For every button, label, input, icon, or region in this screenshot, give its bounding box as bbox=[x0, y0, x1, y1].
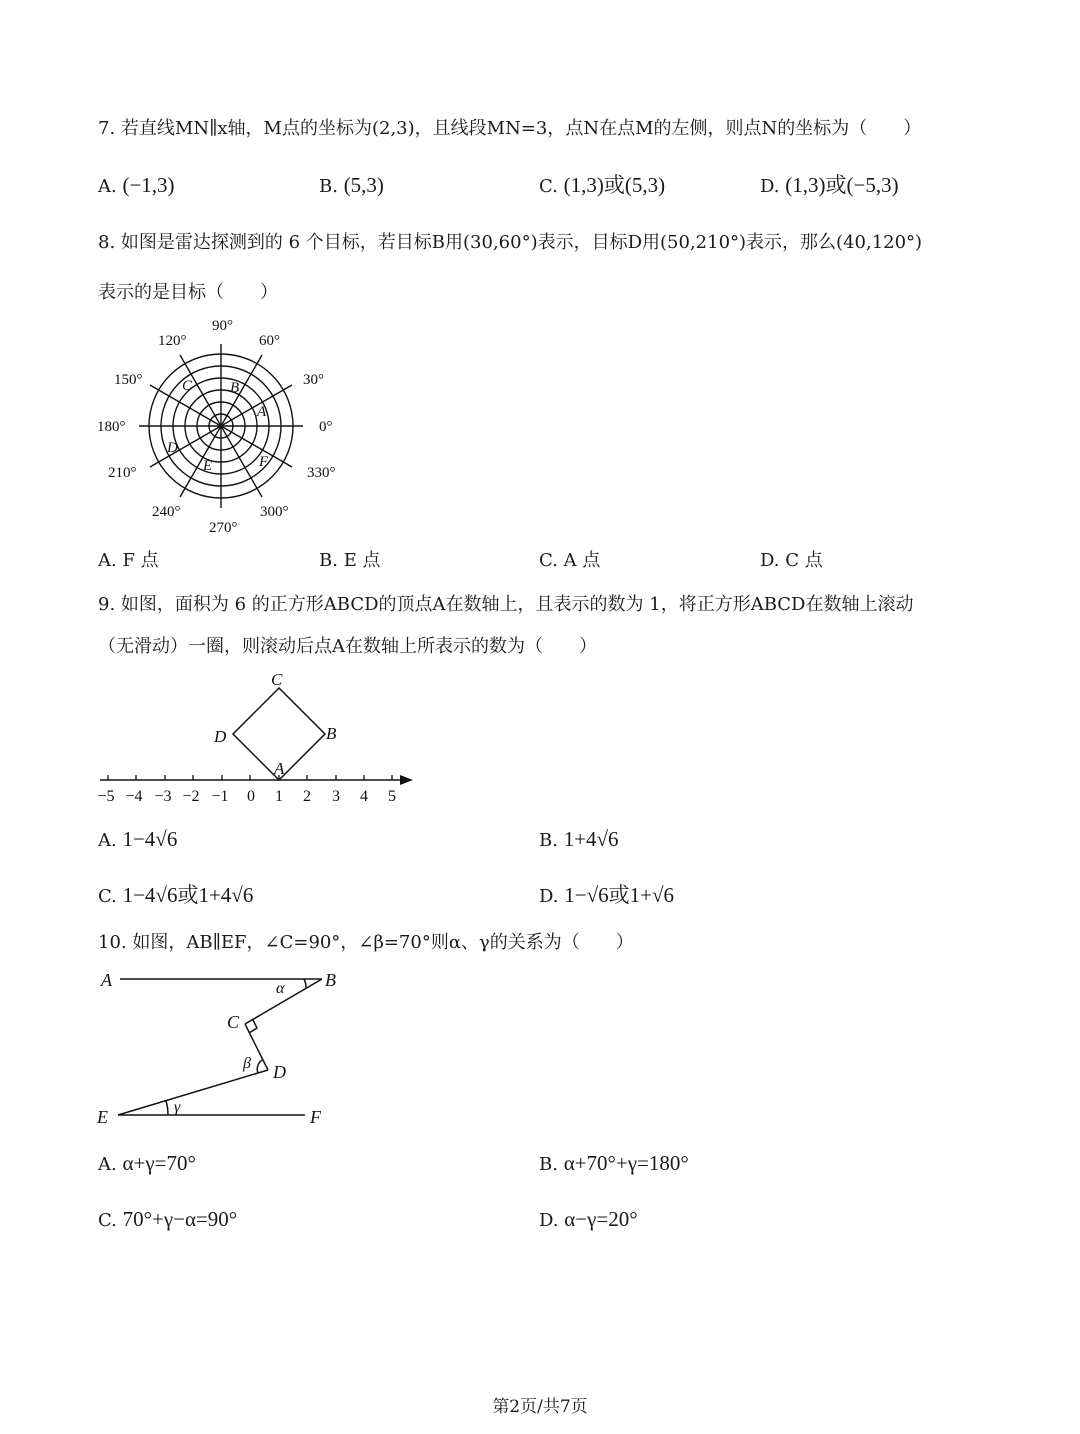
q10-option-b bbox=[539, 1150, 689, 1178]
q7-option-b bbox=[319, 172, 384, 200]
option-text: C 点 bbox=[785, 550, 823, 571]
axis-arrow bbox=[400, 775, 413, 785]
angle-gamma-arc bbox=[166, 1101, 168, 1115]
radar-point-a: A bbox=[257, 404, 267, 420]
option-label: A. bbox=[98, 550, 117, 571]
q8-option-a bbox=[98, 548, 159, 574]
right-angle-mark bbox=[249, 1020, 257, 1033]
angle-beta-arc bbox=[257, 1060, 262, 1073]
radar-angle-label: 0° bbox=[319, 419, 333, 435]
parallel-lines-figure bbox=[95, 962, 355, 1132]
radar-point-b: B bbox=[230, 380, 240, 396]
vertex-a: A bbox=[274, 759, 285, 778]
q8-option-d bbox=[760, 548, 823, 574]
page-footer: 第2页/共7页 bbox=[492, 1397, 588, 1417]
radar-angle-label: 120° bbox=[158, 333, 187, 349]
option-label: C. bbox=[539, 550, 558, 571]
radar-angle-label: 30° bbox=[303, 372, 324, 388]
vertex-c: C bbox=[271, 670, 283, 689]
radar-angle-label: 60° bbox=[259, 333, 280, 349]
vertex-d: D bbox=[214, 727, 227, 746]
radar-angle-label: 300° bbox=[260, 504, 289, 520]
option-text: (5,3) bbox=[343, 173, 384, 197]
radar-point-d: D bbox=[167, 440, 178, 456]
q10-stem: 10. 如图，AB∥EF，∠C=90°，∠β=70°则α、γ的关系为（ ） bbox=[98, 932, 634, 953]
tick-label: 3 bbox=[332, 788, 340, 805]
option-text: α−γ=20° bbox=[564, 1207, 638, 1231]
radar-angle-label: 150° bbox=[114, 372, 143, 388]
point-d: D bbox=[273, 1062, 286, 1082]
tick-label: 2 bbox=[303, 788, 311, 805]
q9-stem-line2: （无滑动）一圈，则滚动后点A在数轴上所表示的数为（ ） bbox=[98, 636, 597, 657]
option-text: E 点 bbox=[343, 550, 381, 571]
option-text: 1−4√6 bbox=[122, 827, 178, 851]
q7-option-a bbox=[98, 172, 175, 200]
q9-option-c bbox=[98, 882, 253, 910]
option-text: α+70°+γ=180° bbox=[563, 1151, 689, 1175]
option-text: 1−4√6或1+4√6 bbox=[122, 883, 254, 907]
tick-label: −1 bbox=[211, 788, 229, 805]
option-text: α+γ=70° bbox=[122, 1151, 196, 1175]
point-f: F bbox=[310, 1107, 321, 1127]
point-c: C bbox=[227, 1012, 240, 1032]
angle-gamma-label: γ bbox=[174, 1099, 181, 1116]
q8-stem-line2: 表示的是目标（ ） bbox=[98, 282, 278, 303]
option-label: C. bbox=[98, 886, 117, 907]
option-text: (1,3)或(−5,3) bbox=[785, 173, 899, 197]
q10-option-a bbox=[98, 1150, 196, 1178]
tick-label: 5 bbox=[388, 788, 396, 805]
segment-de bbox=[118, 1070, 268, 1115]
angle-alpha-arc bbox=[304, 979, 306, 988]
q9-option-b bbox=[539, 826, 619, 854]
radar-figure bbox=[95, 310, 355, 540]
radar-point-e: E bbox=[203, 458, 213, 474]
point-a: A bbox=[101, 970, 112, 990]
q9-option-d bbox=[539, 882, 674, 910]
q9-stem-line1: 9. 如图，面积为 6 的正方形ABCD的顶点A在数轴上，且表示的数为 1，将正方形ABCD在数轴上滚动 bbox=[98, 594, 914, 615]
option-label: B. bbox=[539, 1154, 558, 1175]
option-text: (−1,3) bbox=[122, 173, 175, 197]
option-text: 1−√6或1+√6 bbox=[564, 883, 674, 907]
q8-option-c bbox=[539, 548, 600, 574]
vertex-b: B bbox=[326, 724, 337, 743]
tick-label: −2 bbox=[182, 788, 200, 805]
radar-angle-label: 270° bbox=[209, 520, 238, 536]
q8-stem-line1: 8. 如图是雷达探测到的 6 个目标，若目标B用(30,60°)表示，目标D用(50,210°)表示，那么(40,120°) bbox=[98, 232, 923, 253]
tick-label: −3 bbox=[154, 788, 172, 805]
q8-option-b bbox=[319, 548, 381, 574]
option-label: D. bbox=[760, 550, 780, 571]
radar-point-f: F bbox=[259, 454, 269, 470]
option-label: A. bbox=[98, 830, 117, 851]
tick-label: 4 bbox=[360, 788, 368, 805]
option-label: A. bbox=[98, 176, 117, 197]
option-label: B. bbox=[319, 550, 338, 571]
angle-alpha-label: α bbox=[276, 980, 285, 997]
radar-angle-label: 180° bbox=[97, 419, 126, 435]
option-label: B. bbox=[539, 830, 558, 851]
radar-angle-label: 210° bbox=[108, 465, 137, 481]
radar-angle-label: 330° bbox=[307, 465, 336, 481]
option-text: 70°+γ−α=90° bbox=[122, 1207, 238, 1231]
point-b: B bbox=[325, 970, 336, 990]
q7-option-c bbox=[539, 172, 665, 200]
option-label: B. bbox=[319, 176, 338, 197]
radar-angle-label: 240° bbox=[152, 504, 181, 520]
point-e: E bbox=[97, 1107, 108, 1127]
option-label: D. bbox=[760, 176, 780, 197]
q7-option-d bbox=[760, 172, 899, 200]
option-label: D. bbox=[539, 886, 559, 907]
option-label: A. bbox=[98, 1154, 117, 1175]
tick-label: −5 bbox=[97, 788, 115, 805]
option-text: 1+4√6 bbox=[563, 827, 619, 851]
q7-stem: 7. 若直线MN∥x轴，M点的坐标为(2,3)，且线段MN=3，点N在点M的左侧，则点N的坐标为（ ） bbox=[98, 118, 922, 139]
option-text: (1,3)或(5,3) bbox=[563, 173, 666, 197]
radar-angle-label: 90° bbox=[212, 318, 233, 334]
option-text: A 点 bbox=[563, 550, 601, 571]
option-text: F 点 bbox=[122, 550, 159, 571]
option-label: D. bbox=[539, 1210, 559, 1231]
option-label: C. bbox=[98, 1210, 117, 1231]
q9-option-a bbox=[98, 826, 177, 854]
number-line-figure bbox=[90, 665, 420, 810]
tick-label: 0 bbox=[247, 788, 255, 805]
option-label: C. bbox=[539, 176, 558, 197]
q10-option-d bbox=[539, 1206, 638, 1234]
q10-option-c bbox=[98, 1206, 237, 1234]
radar-point-c: C bbox=[182, 378, 193, 394]
tick-label: 1 bbox=[275, 788, 283, 805]
tick-label: −4 bbox=[125, 788, 143, 805]
angle-beta-label: β bbox=[243, 1055, 251, 1072]
